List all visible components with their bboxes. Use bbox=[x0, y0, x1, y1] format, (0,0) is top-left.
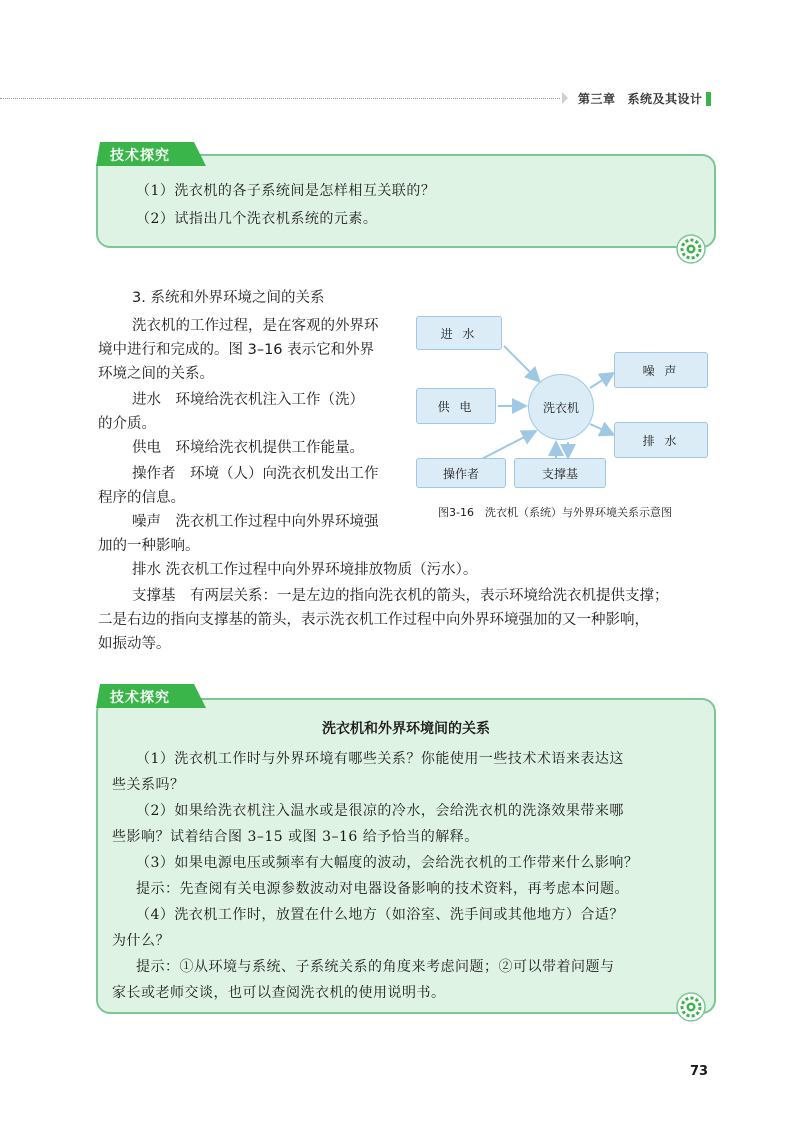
exploration-box-1 bbox=[96, 154, 716, 248]
figure-caption: 图3-16 洗衣机（系统）与外界环境关系示意图 bbox=[438, 506, 672, 519]
box2-line: （1）洗衣机工作时与外界环境有哪些关系？你能使用一些技术术语来表达这 bbox=[136, 751, 624, 767]
chapter-title: 系统及其设计 bbox=[627, 92, 703, 106]
section-title: 3. 系统和外界环境之间的关系 bbox=[132, 290, 325, 306]
system-diagram bbox=[410, 312, 720, 492]
diagram-node-power: 供 电 bbox=[416, 388, 496, 424]
tab-label: 技术探究 bbox=[110, 690, 170, 706]
page-header bbox=[0, 88, 800, 110]
paragraph-line: 洗衣机的工作过程，是在客观的外界环 bbox=[132, 318, 379, 334]
paragraph-line: 二是右边的指向支撑基的箭头，表示洗衣机工作过程中向外界环境强加的又一种影响， bbox=[98, 612, 649, 628]
box2-line: 些影响？试着结合图 3–15 或图 3–16 给予恰当的解释。 bbox=[112, 829, 479, 845]
diagram-node-support: 支撑基 bbox=[514, 458, 606, 488]
paragraph-line: 境中进行和完成的。图 3–16 表示它和外界 bbox=[98, 342, 375, 358]
paragraph-line: 的介质。 bbox=[98, 416, 156, 432]
box2-line: 家长或老师交谈，也可以查阅洗衣机的使用说明书。 bbox=[112, 985, 446, 1001]
diagram-node-water-in: 进 水 bbox=[416, 316, 502, 350]
paragraph-line: 加的一种影响。 bbox=[98, 538, 200, 554]
page-number: 73 bbox=[690, 1064, 709, 1079]
box1-question-1: （1）洗衣机的各子系统间是怎样相互关联的？ bbox=[136, 183, 436, 199]
header-divider bbox=[0, 98, 560, 99]
diagram-node-noise: 噪 声 bbox=[614, 352, 708, 388]
arrow-noise bbox=[590, 374, 612, 388]
box2-hint: 提示：先查阅有关电源参数波动对电器设备影响的技术资料，再考虑本问题。 bbox=[136, 881, 629, 897]
tab-label: 技术探究 bbox=[110, 148, 170, 164]
paragraph-line: 排水 洗衣机工作过程中向外界环境排放物质（污水）。 bbox=[132, 562, 478, 578]
paragraph-line: 程序的信息。 bbox=[98, 490, 185, 506]
box2-line: （4）洗衣机工作时，放置在什么地方（如浴室、洗手间或其他地方）合适？ bbox=[136, 907, 624, 923]
box2-title: 洗衣机和外界环境间的关系 bbox=[322, 721, 490, 737]
diagram-node-washer: 洗衣机 bbox=[528, 374, 594, 440]
chapter-label: 第三章 bbox=[578, 92, 616, 106]
box2-line: 为什么？ bbox=[112, 933, 170, 949]
gear-icon bbox=[676, 992, 706, 1022]
paragraph-line: 噪声 洗衣机工作过程中向外界环境强 bbox=[132, 514, 379, 530]
paragraph-line: 支撑基 有两层关系：一是左边的指向洗衣机的箭头，表示环境给洗衣机提供支撑； bbox=[132, 588, 669, 604]
exploration-tab-1 bbox=[96, 142, 206, 166]
box2-line: （2）如果给洗衣机注入温水或是很凉的冷水，会给洗衣机的洗涤效果带来哪 bbox=[136, 803, 624, 819]
box2-hint: 提示：①从环境与系统、子系统关系的角度来考虑问题；②可以带着问题与 bbox=[136, 959, 615, 975]
box2-line: 些关系吗？ bbox=[112, 777, 185, 793]
box1-question-2: （2）试指出几个洗衣机系统的元素。 bbox=[136, 211, 378, 227]
gear-icon bbox=[676, 234, 706, 264]
arrow-drain bbox=[590, 424, 612, 434]
diagram-node-drain: 排 水 bbox=[614, 422, 708, 458]
box2-line: （3）如果电源电压或频率有大幅度的波动，会给洗衣机的工作带来什么影响？ bbox=[136, 855, 639, 871]
header-accent-bar bbox=[706, 92, 711, 106]
paragraph-line: 操作者 环境（人）向洗衣机发出工作 bbox=[132, 466, 379, 482]
diagram-node-operator: 操作者 bbox=[416, 458, 506, 488]
arrow-water-in bbox=[504, 346, 538, 380]
paragraph-line: 环境之间的关系。 bbox=[98, 366, 214, 382]
paragraph-line: 供电 环境给洗衣机提供工作能量。 bbox=[132, 440, 364, 456]
exploration-tab-2 bbox=[96, 684, 206, 708]
header-title bbox=[578, 90, 703, 107]
paragraph-line: 进水 环境给洗衣机注入工作（洗） bbox=[132, 392, 364, 408]
paragraph-line: 如振动等。 bbox=[98, 636, 171, 652]
header-marker-icon bbox=[560, 90, 570, 106]
